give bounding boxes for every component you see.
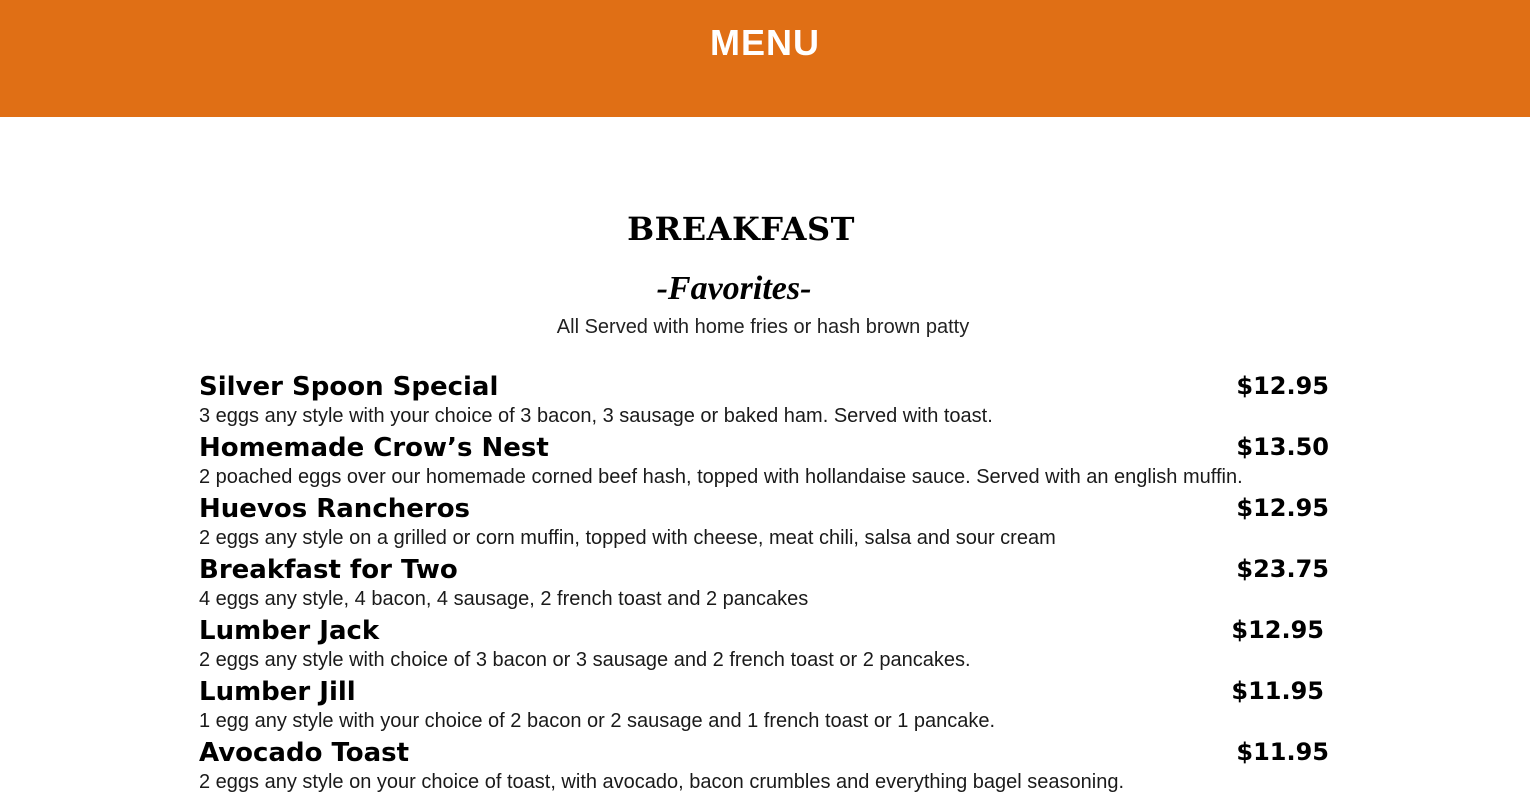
menu-item-description: 3 eggs any style with your choice of 3 bacon, 3 sausage or baked ham. Served with toast.: [199, 405, 993, 427]
menu-item-name: Avocado Toast: [199, 738, 410, 768]
menu-item-name: Silver Spoon Special: [199, 372, 499, 402]
menu-item-price: $23.75: [1236, 555, 1329, 583]
menu-item-name: Lumber Jack: [199, 616, 380, 646]
menu-item-name: Breakfast for Two: [199, 555, 458, 585]
menu-item-name: Homemade Crow’s Nest: [199, 433, 549, 463]
menu-item: [199, 372, 1329, 433]
menu-item-description: 2 poached eggs over our homemade corned beef hash, topped with hollandaise sauce. Served with an english muffin.: [199, 466, 1243, 488]
menu-item-price: $11.95: [1236, 738, 1329, 766]
menu-item-name: Lumber Jill: [199, 677, 356, 707]
menu-header-bar: [0, 0, 1530, 117]
menu-item-description: 2 eggs any style on a grilled or corn muffin, topped with cheese, meat chili, salsa and sour cream: [199, 527, 1056, 549]
menu-item: [199, 433, 1329, 494]
menu-item: [199, 738, 1329, 799]
menu-item: [199, 494, 1329, 555]
menu-item-price: $13.50: [1236, 433, 1329, 461]
section-title-breakfast: BREAKFAST: [627, 210, 855, 248]
menu-item-price: $11.95: [1231, 677, 1324, 705]
menu-item-description: 1 egg any style with your choice of 2 bacon or 2 sausage and 1 french toast or 1 pancake.: [199, 710, 996, 732]
menu-item: [199, 555, 1329, 616]
menu-item: [199, 616, 1329, 677]
menu-title: MENU: [710, 22, 820, 63]
menu-item-price: $12.95: [1236, 494, 1329, 522]
menu-item-description: 4 eggs any style, 4 bacon, 4 sausage, 2 french toast and 2 pancakes: [199, 588, 809, 610]
menu-item-description: 2 eggs any style with choice of 3 bacon or 3 sausage and 2 french toast or 2 pancakes.: [199, 649, 971, 671]
menu-item-description: 2 eggs any style on your choice of toast, with avocado, bacon crumbles and everything bagel seasoning.: [199, 771, 1125, 793]
served-with-note: All Served with home fries or hash brown patty: [556, 316, 970, 338]
menu-item: [199, 677, 1329, 738]
menu-item-price: $12.95: [1236, 372, 1329, 400]
menu-item-name: Huevos Rancheros: [199, 494, 471, 524]
subsection-title-favorites: -Favorites-: [656, 270, 812, 307]
menu-item-price: $12.95: [1231, 616, 1324, 644]
